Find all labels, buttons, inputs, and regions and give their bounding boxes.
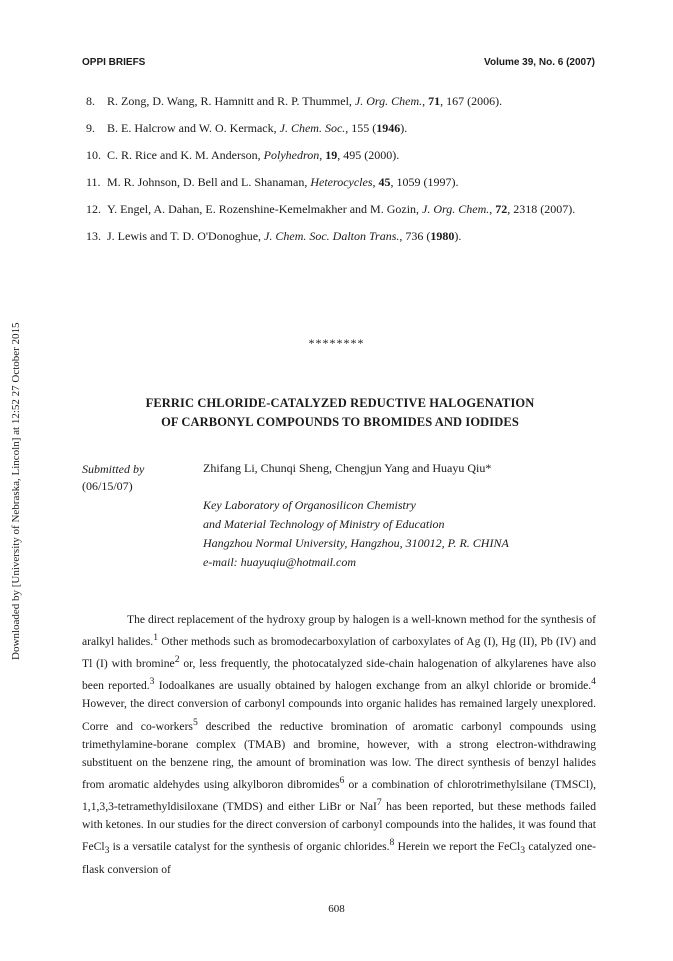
reference-item: 9. B. E. Halcrow and W. O. Kermack, J. Chem. Soc., 155 (1946). (86, 121, 408, 135)
volume-info: Volume 39, No. 6 (2007) (484, 57, 595, 68)
reference-item: 8. R. Zong, D. Wang, R. Hamnitt and R. P. Thummel, J. Org. Chem., 71, 167 (2006). (86, 94, 503, 108)
reference-item: 10. C. R. Rice and K. M. Anderson, Polyhedron, 19, 495 (2000). (86, 148, 400, 162)
submission-date: (06/15/07) (82, 479, 133, 493)
reference-list (86, 94, 596, 256)
affiliation: Key Laboratory of Organosilicon Chemistry and Material Technology of Ministry of Education Hangzhou Normal University, Hangzhou, 310012, P. R. CHINA e-mail: huayuqiu@hotmail.com (203, 496, 509, 572)
download-watermark: Downloaded by [University of Nebraska, Lincoln] at 12:52 27 October 2015 (10, 322, 22, 660)
reference-item: 11. M. R. Johnson, D. Bell and L. Shanaman, Heterocycles, 45, 1059 (1997). (86, 175, 459, 189)
author-list: Zhifang Li, Chunqi Sheng, Chengjun Yang and Huayu Qiu* (203, 461, 492, 475)
article-title: FERRIC CHLORIDE-CATALYZED REDUCTIVE HALOGENATION OF CARBONYL COMPOUNDS TO BROMIDES AND IODIDES (145, 396, 535, 429)
reference-item: 12. Y. Engel, A. Dahan, E. Rozenshine-Kemelmakher and M. Gozin, J. Org. Chem., 72, 2318 (2007). (86, 202, 576, 216)
body-paragraph: The direct replacement of the hydroxy group by halogen is a well-known method for the synthesis of aralkyl halides.$^1$ Other methods such as bromodecarboxylation of carboxylates of Ag (I), Hg (II), Pb (IV) and Tl (I) with bromine$^2$ or, less frequently, the photocatalyzed side-chain halogenation of alkylarenes have also been reported.$^3$ Iodoalkanes are usually obtained by halogen exchange from an alkyl chloride or bromide.$^4$ However, the direct conversion of carbonyl compounds into organic halides has remained largely unexplored. Corre and co-workers$^5$ described the reductive bromination of aromatic carbonyl compounds using trimethylamine-borane complex (TMAB) and bromine, however, with a strong electron-withdrawing substituent on the benzene ring, the amount of bromination was low. The direct synthesis of benzyl halides from aromatic aldehydes using alkylboron dibromides$^6$ or a combination of chlorotrimethylsilane (TMSCl), 1,1,3,3-tetramethyldisiloxane (TMDS) and either LiBr or NaI$^7$ has been reported, but these methods failed with ketones. In our studies for the direct conversion of carbonyl compounds into the halides, it was found that FeCl$_3$ is a versatile catalyst for the synthesis of organic chlorides.$^8$ Herein we report the FeCl$_3$ catalyzed one-flask conversion of (82, 613, 596, 876)
reference-item: 13. J. Lewis and T. D. O'Donoghue, J. Chem. Soc. Dalton Trans., 736 (1980). (86, 229, 462, 243)
submitted-label: Submitted by (82, 462, 145, 476)
journal-section: OPPI BRIEFS (82, 57, 146, 68)
author-email: e-mail: huayuqiu@hotmail.com (203, 555, 357, 569)
submission-info (82, 461, 144, 495)
section-separator: ******** (308, 336, 365, 350)
page-number: 608 (328, 903, 345, 915)
